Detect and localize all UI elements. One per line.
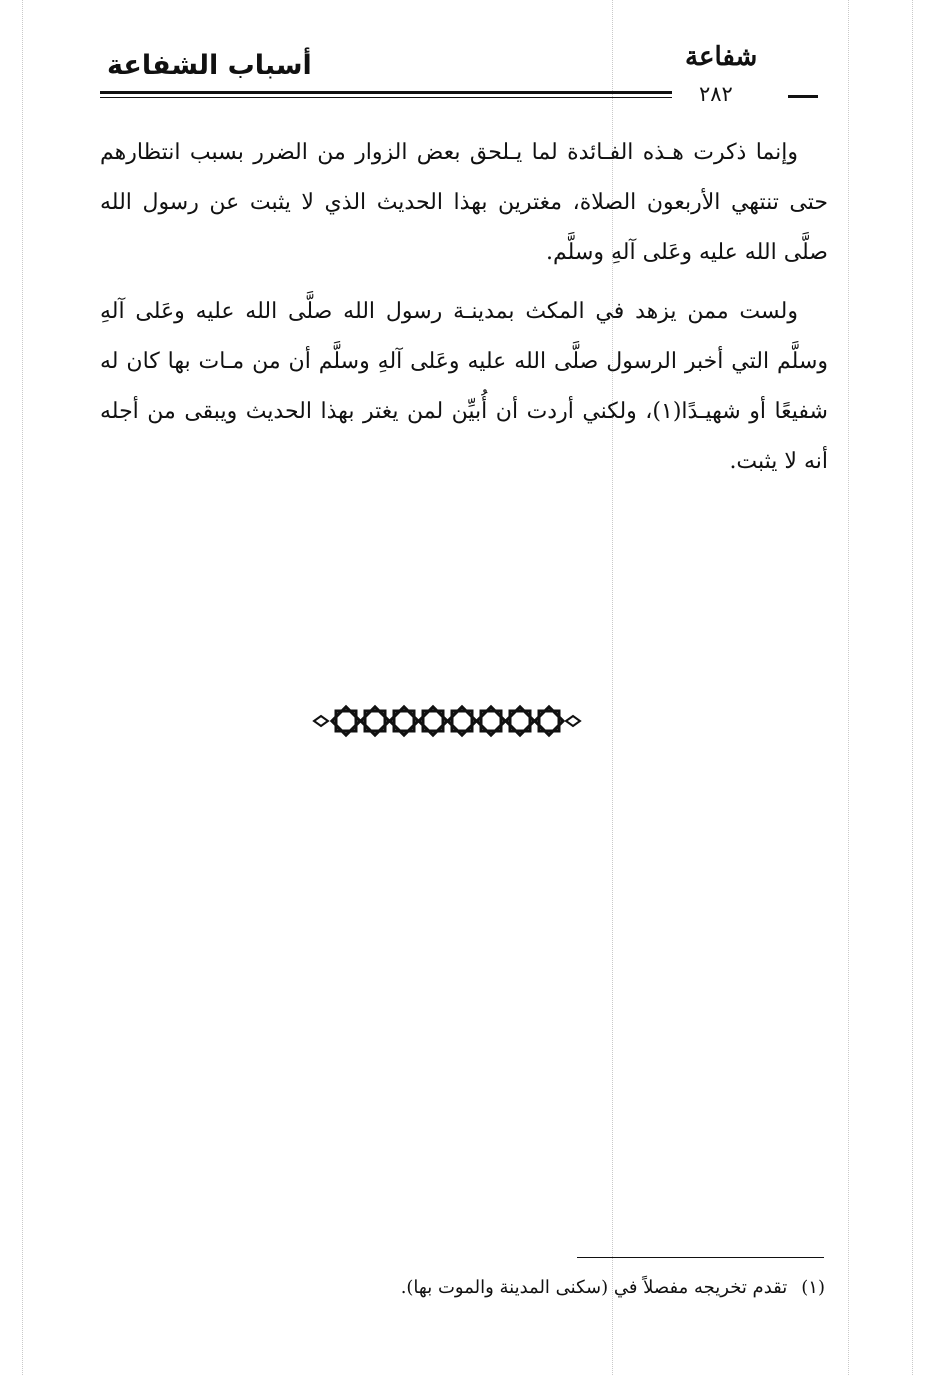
running-title: أسباب الشفاعة — [107, 50, 312, 81]
footnote-number: (١) — [801, 1277, 825, 1298]
margin-guide-far-right — [912, 0, 913, 1375]
footnote-separator — [577, 1257, 824, 1258]
header-rule-thin — [100, 97, 672, 98]
series-mark: شفاعة — [685, 42, 758, 72]
ornament-end-right-icon — [566, 716, 580, 726]
page-header — [95, 38, 835, 108]
page-number: ٢٨٢ — [699, 82, 733, 106]
header-rule-thick — [100, 91, 672, 94]
header-rule-right — [788, 95, 818, 98]
decorative-ornament — [312, 700, 582, 742]
footnote — [360, 1277, 825, 1298]
ornament-end-left-icon — [314, 716, 328, 726]
footnote-text: تقدم تخريجه مفصلاً في (سكنى المدينة والموت بها). — [400, 1277, 788, 1298]
paragraph-2: ولست ممن يزهد في المكث بمدينـة رسول الله صلَّى الله عليه وعَلى آلهِ وسلَّم التي أخبر الرسول صلَّى الله عليه وعَلى آلهِ وسلَّم أن من مـات بها كان له شفيعًا أو شهيـدًا(١)، ولكني أردت أن أُبيِّن لمن يغتر بهذا الحديث ويبقى من أجله أنه لا يثبت. — [100, 299, 828, 474]
ornament-stars — [332, 707, 563, 735]
margin-guide-right — [848, 0, 849, 1375]
margin-guide-left — [22, 0, 23, 1375]
main-text — [100, 128, 828, 496]
paragraph-1: وإنما ذكرت هـذه الفـائدة لما يـلحق بعض الزوار من الضرر بسبب انتظارهم حتى تنتهي الأربعون الصلاة، مغترين بهذا الحديث الذي لا يثبت عن رسول الله صلَّى الله عليه وعَلى آلهِ وسلَّم. — [100, 140, 828, 265]
